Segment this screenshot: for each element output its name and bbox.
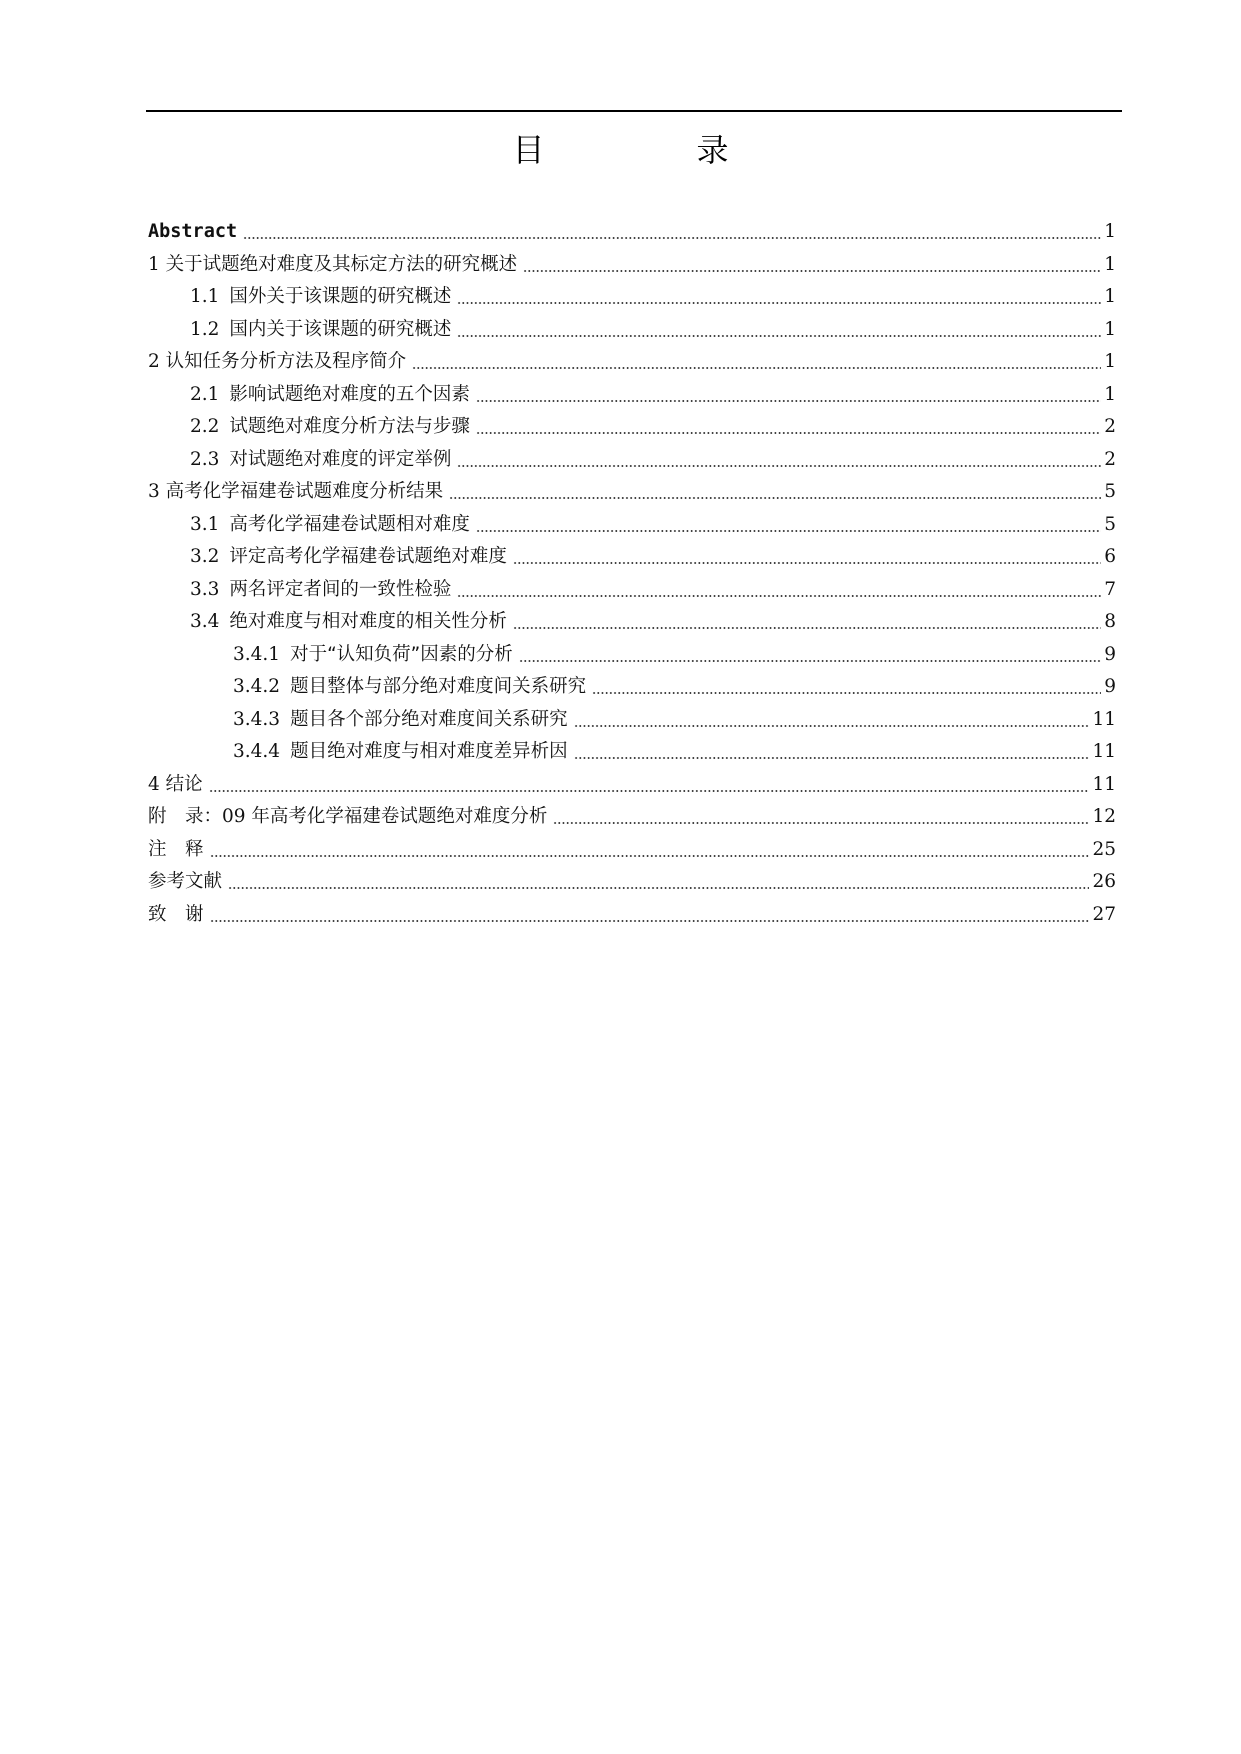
toc-entry[interactable] [148, 671, 1116, 704]
toc-entry-page: 1 [1104, 383, 1116, 405]
toc-entry-label: 致 谢 [148, 903, 204, 925]
toc-entry[interactable] [148, 476, 1116, 509]
toc-entry[interactable] [148, 704, 1116, 737]
toc-entry[interactable] [148, 541, 1116, 574]
dot-leader [519, 660, 1101, 662]
toc-entry-label [233, 671, 586, 704]
dot-leader [210, 855, 1090, 857]
dot-leader [209, 790, 1090, 792]
toc-entry-number: 2.1 [190, 383, 220, 405]
toc-entry-label [190, 379, 470, 412]
toc-entry-text: 题目整体与部分绝对难度间关系研究 [290, 676, 587, 697]
dot-leader [210, 920, 1090, 922]
toc-entry-text: 题目绝对难度与相对难度差异析因 [290, 741, 568, 762]
toc-entry-label: 附 录：09 年高考化学福建卷试题绝对难度分析 [148, 806, 548, 827]
toc-entry[interactable] [148, 639, 1116, 672]
toc-entry-label: Abstract [148, 221, 238, 242]
toc-entry-page: 11 [1092, 741, 1116, 762]
toc-entry-number: 3.4 [190, 611, 220, 632]
dot-leader [574, 757, 1090, 759]
toc-entry-text: 两名评定者间的一致性检验 [229, 578, 452, 600]
toc-entry-page: 9 [1104, 643, 1116, 665]
toc-entry[interactable] [148, 346, 1116, 379]
toc-entry-page: 7 [1104, 578, 1116, 600]
toc-entry-text: 试题绝对难度分析方法与步骤 [229, 416, 470, 437]
toc-entry[interactable] [148, 281, 1116, 314]
toc-entry-page: 1 [1104, 221, 1116, 242]
header-rule [146, 110, 1122, 112]
toc-entry[interactable] [148, 899, 1116, 932]
toc-entry-label [190, 574, 451, 607]
toc-entry-label [190, 314, 451, 347]
toc-entry[interactable] [148, 249, 1116, 282]
dot-leader [592, 692, 1101, 694]
toc-entry-page: 2 [1104, 416, 1116, 437]
toc-entry[interactable] [148, 509, 1116, 542]
toc-entry-page: 12 [1092, 806, 1116, 827]
toc-entry-number: 3.4.3 [233, 708, 281, 730]
toc-entry[interactable] [148, 866, 1116, 899]
toc-entry[interactable] [148, 379, 1116, 412]
toc-entry-label: 1 关于试题绝对难度及其标定方法的研究概述 [148, 253, 518, 275]
toc-entry[interactable] [148, 314, 1116, 347]
toc-entry-number: 2.2 [190, 416, 220, 437]
toc-entry-label: 4 结论 [148, 773, 203, 795]
toc-entry-page: 1 [1104, 318, 1116, 340]
toc-entry-text: 高考化学福建卷试题相对难度 [229, 513, 470, 535]
toc-entry-page: 11 [1092, 708, 1116, 730]
toc-entry-page: 1 [1104, 253, 1116, 275]
toc-entry-label: 3 高考化学福建卷试题难度分析结果 [148, 481, 444, 502]
toc-entry-label: 2 认知任务分析方法及程序简介 [148, 351, 407, 372]
dot-leader [513, 627, 1101, 629]
toc-entry[interactable] [148, 769, 1116, 802]
dot-leader [574, 725, 1090, 727]
toc-entry[interactable] [148, 606, 1116, 639]
dot-leader [523, 270, 1101, 272]
dot-leader [513, 562, 1101, 564]
toc-entry-page: 26 [1092, 871, 1116, 892]
dot-leader [228, 887, 1089, 889]
toc-entry[interactable] [148, 411, 1116, 444]
toc-entry-text: 国内关于该课题的研究概述 [229, 318, 452, 340]
dot-leader [553, 822, 1089, 824]
toc-entry-page: 8 [1104, 611, 1116, 632]
toc-entry[interactable] [148, 736, 1116, 769]
toc-entry-page: 27 [1092, 903, 1116, 925]
dot-leader [243, 237, 1101, 239]
toc-title: 目 录 [512, 131, 789, 169]
toc-entry-number: 1.1 [190, 286, 220, 307]
toc-entry-label [233, 704, 568, 737]
dot-leader [457, 335, 1101, 337]
toc-entry-number: 3.4.1 [233, 643, 281, 665]
dot-leader [457, 595, 1101, 597]
dot-leader [476, 530, 1101, 532]
toc-entry-label [233, 736, 568, 769]
table-of-contents [148, 216, 1116, 931]
toc-entry-page: 25 [1092, 838, 1116, 860]
toc-entry-number: 3.1 [190, 513, 220, 535]
dot-leader [457, 302, 1101, 304]
toc-entry-number: 2.3 [190, 448, 220, 470]
toc-entry-number: 3.2 [190, 546, 220, 567]
toc-entry-label [190, 281, 451, 314]
toc-entry-text: 对于“认知负荷”因素的分析 [290, 643, 513, 665]
toc-entry[interactable] [148, 574, 1116, 607]
dot-leader [476, 400, 1101, 402]
toc-entry-page: 1 [1104, 351, 1116, 372]
toc-entry-text: 影响试题绝对难度的五个因素 [229, 383, 470, 405]
dot-leader [457, 465, 1101, 467]
toc-entry-number: 3.4.2 [233, 676, 281, 697]
toc-entry-label: 参考文献 [148, 871, 223, 892]
dot-leader [476, 432, 1101, 434]
toc-entry-text: 题目各个部分绝对难度间关系研究 [290, 708, 568, 730]
dot-leader [449, 497, 1101, 499]
toc-entry-label [233, 639, 513, 672]
toc-entry-number: 1.2 [190, 318, 220, 340]
toc-entry[interactable] [148, 801, 1116, 834]
toc-entry-label [190, 541, 507, 574]
toc-entry-label: 注 释 [148, 838, 204, 860]
toc-entry-text: 国外关于该课题的研究概述 [229, 286, 452, 307]
toc-entry-page: 2 [1104, 448, 1116, 470]
toc-entry-number: 3.4.4 [233, 741, 281, 762]
toc-entry-page: 6 [1104, 546, 1116, 567]
toc-entry[interactable] [148, 834, 1116, 867]
toc-entry-label [190, 444, 451, 477]
toc-entry[interactable] [148, 444, 1116, 477]
toc-entry-page: 5 [1104, 513, 1116, 535]
toc-entry-label [190, 509, 470, 542]
toc-entry-page: 9 [1104, 676, 1116, 697]
toc-entry[interactable] [148, 216, 1116, 249]
toc-entry-page: 11 [1092, 773, 1116, 795]
toc-entry-page: 1 [1104, 286, 1116, 307]
toc-entry-text: 评定高考化学福建卷试题绝对难度 [229, 546, 507, 567]
toc-entry-label [190, 411, 470, 444]
toc-entry-text: 绝对难度与相对难度的相关性分析 [229, 611, 507, 632]
toc-entry-number: 3.3 [190, 578, 220, 600]
toc-entry-label [190, 606, 507, 639]
toc-entry-page: 5 [1104, 481, 1116, 502]
toc-entry-text: 对试题绝对难度的评定举例 [229, 448, 452, 470]
dot-leader [412, 367, 1101, 369]
